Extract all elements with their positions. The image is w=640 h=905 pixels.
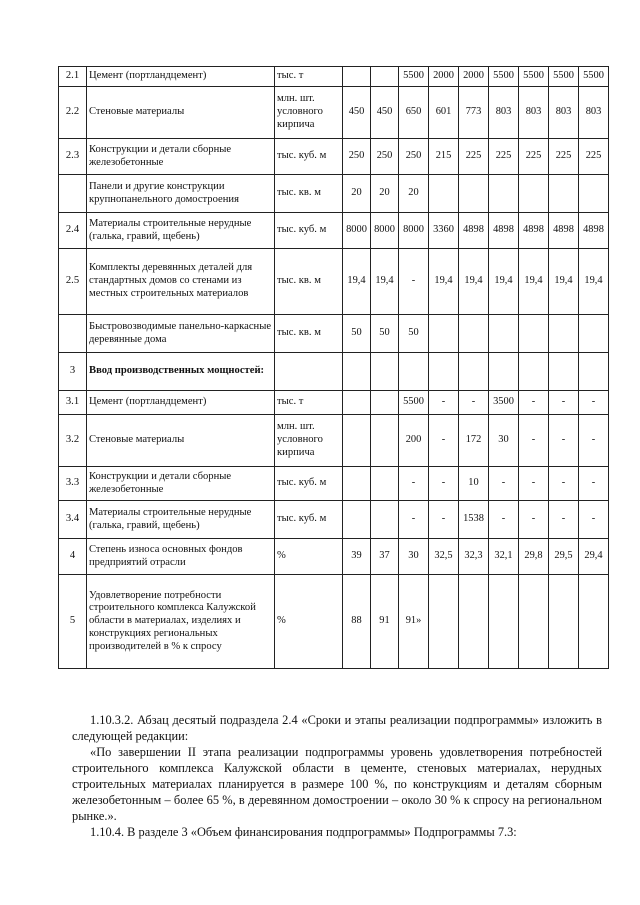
value-cell [371,67,399,87]
value-cell: 172 [459,415,489,467]
table-row [59,249,609,315]
value-cell: 29,4 [579,539,609,575]
row-number [59,175,87,213]
unit-of-measure: тыс. куб. м [275,501,343,539]
value-cell: - [519,415,549,467]
unit-of-measure: тыс. кв. м [275,315,343,353]
value-cell: 29,5 [549,539,579,575]
paragraph-3: 1.10.4. В разделе 3 «Объем финансирования подпрограммы» Подпрограммы 7.3: [90,825,517,839]
value-cell: - [429,415,459,467]
value-cell: 4898 [549,213,579,249]
row-number: 4 [59,539,87,575]
value-cell [371,501,399,539]
value-cell: 19,4 [489,249,519,315]
value-cell: 19,4 [343,249,371,315]
value-cell: 37 [371,539,399,575]
value-cell: 250 [371,139,399,175]
value-cell: 3360 [429,213,459,249]
table-row [59,67,609,87]
value-cell [489,315,519,353]
unit-of-measure: тыс. куб. м [275,139,343,175]
value-cell: 32,1 [489,539,519,575]
value-cell: 10 [459,467,489,501]
value-cell [371,415,399,467]
value-cell: - [429,467,459,501]
value-cell: 19,4 [371,249,399,315]
value-cell: - [549,467,579,501]
paragraph-1: 1.10.3.2. Абзац десятый подраздела 2.4 «Сроки и этапы реализации подпрограммы» изложить в следующей редакции: [72,713,602,743]
value-cell: 8000 [399,213,429,249]
value-cell: 32,3 [459,539,489,575]
value-cell: - [579,391,609,415]
value-cell: 29,8 [519,539,549,575]
row-number: 5 [59,575,87,669]
table-row [59,391,609,415]
value-cell [343,67,371,87]
indicator-name: Степень износа основных фондов предприятий отрасли [87,539,275,575]
unit-of-measure: тыс. т [275,391,343,415]
value-cell: 88 [343,575,371,669]
value-cell: 650 [399,87,429,139]
value-cell: 225 [489,139,519,175]
value-cell: 450 [371,87,399,139]
value-cell [343,467,371,501]
table-row [59,139,609,175]
value-cell: 5500 [579,67,609,87]
unit-of-measure: млн. шт. условного кирпича [275,87,343,139]
value-cell: 200 [399,415,429,467]
indicator-name: Стеновые материалы [87,415,275,467]
value-cell: - [579,501,609,539]
table-row [59,353,609,391]
unit-of-measure: тыс. куб. м [275,467,343,501]
value-cell [429,353,459,391]
value-cell: 803 [549,87,579,139]
value-cell: - [399,467,429,501]
table-body [59,67,609,669]
value-cell [549,575,579,669]
value-cell: 39 [343,539,371,575]
value-cell [429,315,459,353]
row-number: 3.3 [59,467,87,501]
value-cell: 601 [429,87,459,139]
row-number: 2.3 [59,139,87,175]
value-cell: 225 [579,139,609,175]
unit-of-measure: млн. шт. условного кирпича [275,415,343,467]
value-cell: 20 [371,175,399,213]
value-cell: 4898 [579,213,609,249]
indicator-name: Удовлетворение потребности строительного комплекса Калужской области в материалах, изделиях и конструкциях региональных производителей в % к спросу [87,575,275,669]
value-cell [489,175,519,213]
value-cell [343,415,371,467]
table-row [59,501,609,539]
value-cell: 8000 [343,213,371,249]
value-cell: 803 [519,87,549,139]
value-cell: 19,4 [579,249,609,315]
value-cell: 4898 [519,213,549,249]
row-number: 2.5 [59,249,87,315]
value-cell [579,315,609,353]
value-cell: 450 [343,87,371,139]
value-cell [343,501,371,539]
value-cell [489,575,519,669]
value-cell: 5500 [549,67,579,87]
value-cell [549,175,579,213]
value-cell: - [429,501,459,539]
value-cell: - [489,501,519,539]
row-number: 3.4 [59,501,87,539]
table-row [59,415,609,467]
table-row [59,315,609,353]
value-cell: 5500 [519,67,549,87]
value-cell: - [519,391,549,415]
value-cell: - [579,467,609,501]
value-cell: 773 [459,87,489,139]
value-cell: - [459,391,489,415]
value-cell [429,575,459,669]
value-cell [519,353,549,391]
value-cell: - [549,501,579,539]
value-cell: 4898 [459,213,489,249]
indicator-name: Материалы строительные нерудные (галька, гравий, щебень) [87,501,275,539]
value-cell: 19,4 [459,249,489,315]
unit-of-measure [275,353,343,391]
value-cell: 803 [489,87,519,139]
unit-of-measure: % [275,539,343,575]
table-row [59,175,609,213]
indicators-table [58,66,609,669]
value-cell: 5500 [399,67,429,87]
row-number: 2.2 [59,87,87,139]
indicator-name: Цемент (портландцемент) [87,67,275,87]
value-cell: - [489,467,519,501]
value-cell: 19,4 [429,249,459,315]
unit-of-measure: тыс. кв. м [275,175,343,213]
value-cell [459,315,489,353]
value-cell: - [519,467,549,501]
value-cell: 225 [459,139,489,175]
value-cell [579,353,609,391]
value-cell: 225 [519,139,549,175]
unit-of-measure: % [275,575,343,669]
value-cell: - [519,501,549,539]
value-cell: 5500 [489,67,519,87]
value-cell: - [399,501,429,539]
row-number: 3 [59,353,87,391]
paragraph-2: «По завершении II этапа реализации подпрограммы уровень удовлетворения потребностей строительного комплекса Калужской области в цементе, стеновых материалах, нерудных строительных материалах планируется в размере 100 %, по конструкциям и деталям сборным железобетонным – более 65 %, в деревянном домостроении – около 30 % к спросу на региональном рынке.». [72,745,602,823]
value-cell [343,391,371,415]
value-cell: 803 [579,87,609,139]
unit-of-measure: тыс. куб. м [275,213,343,249]
indicator-name: Ввод производственных мощностей: [87,353,275,391]
value-cell [519,315,549,353]
value-cell: 91» [399,575,429,669]
value-cell: 225 [549,139,579,175]
indicator-name: Конструкции и детали сборные железобетонные [87,139,275,175]
value-cell: 30 [399,539,429,575]
value-cell: - [579,415,609,467]
value-cell [371,391,399,415]
value-cell: - [549,415,579,467]
row-number: 2.1 [59,67,87,87]
value-cell [371,353,399,391]
value-cell: 32,5 [429,539,459,575]
value-cell: 20 [399,175,429,213]
value-cell [579,175,609,213]
value-cell [429,175,459,213]
indicator-name: Конструкции и детали сборные железобетонные [87,467,275,501]
indicator-name: Материалы строительные нерудные (галька, гравий, щебень) [87,213,275,249]
value-cell: 2000 [429,67,459,87]
indicator-name: Стеновые материалы [87,87,275,139]
value-cell [459,575,489,669]
value-cell: 2000 [459,67,489,87]
value-cell [343,353,371,391]
value-cell [489,353,519,391]
value-cell: 91 [371,575,399,669]
value-cell: 20 [343,175,371,213]
indicator-name: Быстровозводимые панельно-каркасные деревянные дома [87,315,275,353]
value-cell [549,353,579,391]
value-cell [399,353,429,391]
value-cell: - [549,391,579,415]
value-cell: 50 [371,315,399,353]
indicator-name: Панели и другие конструкции крупнопанельного домостроения [87,175,275,213]
value-cell: 50 [399,315,429,353]
value-cell: 30 [489,415,519,467]
row-number: 2.4 [59,213,87,249]
indicator-name: Цемент (портландцемент) [87,391,275,415]
value-cell: 4898 [489,213,519,249]
value-cell: 1538 [459,501,489,539]
value-cell: 3500 [489,391,519,415]
value-cell: - [399,249,429,315]
row-number: 3.1 [59,391,87,415]
table-row [59,467,609,501]
value-cell [459,175,489,213]
value-cell: 19,4 [519,249,549,315]
value-cell: 19,4 [549,249,579,315]
value-cell [519,575,549,669]
row-number: 3.2 [59,415,87,467]
unit-of-measure: тыс. кв. м [275,249,343,315]
table-row [59,539,609,575]
value-cell [519,175,549,213]
unit-of-measure: тыс. т [275,67,343,87]
value-cell [371,467,399,501]
value-cell: 5500 [399,391,429,415]
value-cell: 50 [343,315,371,353]
value-cell: 215 [429,139,459,175]
value-cell [549,315,579,353]
value-cell [459,353,489,391]
row-number [59,315,87,353]
value-cell: 250 [399,139,429,175]
value-cell: 250 [343,139,371,175]
indicator-name: Комплекты деревянных деталей для стандартных домов со стенами из местных строительных материалов [87,249,275,315]
table-row [59,575,609,669]
value-cell: - [429,391,459,415]
table-row [59,213,609,249]
value-cell [579,575,609,669]
value-cell: 8000 [371,213,399,249]
table-row [59,87,609,139]
